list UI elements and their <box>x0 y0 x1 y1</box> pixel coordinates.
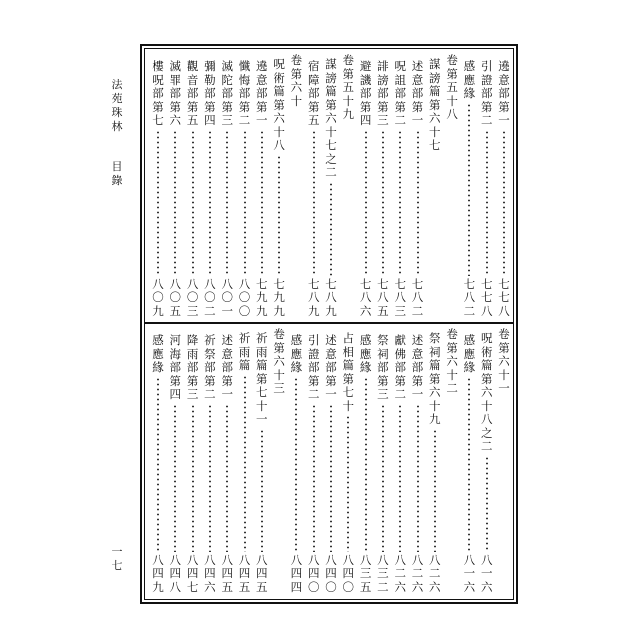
toc-entry <box>203 60 217 318</box>
toc-entry-page: 七 八 六 <box>359 276 372 318</box>
leader-dots <box>313 130 315 276</box>
toc-entry-title: 感 應 緣 <box>359 333 372 374</box>
toc-entry-title: 引 證 部 第 二 <box>307 333 320 401</box>
toc-volume-heading <box>445 328 459 594</box>
leader-dots <box>468 377 470 552</box>
toc-entry <box>255 332 269 594</box>
toc-entry-page: 八 四 四 <box>290 552 303 594</box>
toc-entry-title: 卷 第 六 十 <box>290 53 303 108</box>
toc-entry <box>428 58 442 318</box>
toc-entry <box>428 332 442 594</box>
toc-volume-heading <box>289 54 303 318</box>
leader-dots <box>157 130 159 276</box>
toc-entry-title: 卷 第 六 十 二 <box>446 327 458 395</box>
toc-entry-page: 七 九 九 <box>273 276 285 318</box>
leader-dots <box>244 130 246 276</box>
toc-entry <box>255 60 269 318</box>
toc-entry <box>307 60 321 318</box>
toc-entry-title: 呪 術 篇 第 六 十 八 <box>273 57 285 152</box>
toc-entry <box>307 334 321 594</box>
leader-dots <box>365 377 367 552</box>
toc-entry <box>168 60 182 318</box>
toc-entry-page: 七 八 三 <box>394 276 406 318</box>
leader-dots <box>382 130 384 276</box>
toc-entry-title: 觀 音 部 第 五 <box>186 59 199 127</box>
leader-dots <box>313 404 315 552</box>
toc-entry-page: 八 四 九 <box>152 552 164 594</box>
toc-entry-title: 懺 悔 部 第 二 <box>238 59 251 127</box>
toc-entry-title: 述 意 部 第 一 <box>411 59 424 127</box>
toc-entry-page: 八 三 五 <box>359 552 372 594</box>
toc-entry-title: 卷 第 六 十 三 <box>273 327 285 395</box>
toc-entry-title: 述 意 部 第 一 <box>411 333 424 401</box>
toc-entry-page: 八 四 五 <box>221 552 233 594</box>
toc-entry-page: 七 八 九 <box>307 276 320 318</box>
leader-dots <box>503 130 505 276</box>
toc-entry <box>462 334 476 594</box>
leader-dots <box>434 429 436 552</box>
toc-entry-page: 八 一 六 <box>480 552 493 594</box>
leader-dots <box>417 130 419 276</box>
toc-entry-title: 避 譏 部 第 四 <box>359 59 372 127</box>
toc-entry-title: 祈 雨 篇 第 七 十 一 <box>256 331 268 426</box>
leader-dots <box>486 130 488 276</box>
toc-entry <box>203 334 217 594</box>
toc-entry-title: 述 意 部 第 一 <box>325 333 337 401</box>
toc-entry-title: 祭 祠 篇 第 六 十 九 <box>429 331 441 426</box>
leader-dots <box>192 404 194 552</box>
leader-dots <box>209 130 211 276</box>
toc-entry-title: 呪 詛 部 第 二 <box>394 59 406 127</box>
toc-volume-heading <box>445 54 459 318</box>
toc-entry-title: 卷 第 六 十 一 <box>498 327 510 395</box>
toc-entry <box>462 60 476 318</box>
leader-dots <box>365 130 367 276</box>
toc-entry-page: 七 八 九 <box>325 276 337 318</box>
toc-entry-title: 謀 謗 篇 第 六 十 七 之 二 <box>325 57 337 179</box>
toc-entry-title: 感 應 緣 <box>463 59 476 100</box>
leader-dots <box>244 375 246 552</box>
toc-entry-page: 八 四 五 <box>238 552 251 594</box>
toc-entry <box>497 60 511 318</box>
leader-dots <box>226 130 228 276</box>
leader-dots <box>278 155 280 276</box>
toc-entry-page: 八 二 六 <box>394 552 406 594</box>
leader-dots <box>174 404 176 552</box>
toc-entry <box>324 58 338 318</box>
leader-dots <box>157 377 159 552</box>
leader-dots <box>261 130 263 276</box>
toc-entry-page: 八 〇 二 <box>204 276 216 318</box>
leader-dots <box>330 404 332 552</box>
page-number: 一 七 <box>111 545 123 572</box>
toc-entry-page: 八 〇 五 <box>169 276 182 318</box>
toc-entry-title: 遶 意 部 第 一 <box>256 59 268 127</box>
toc-entry-title: 感 應 緣 <box>290 333 303 374</box>
toc-entry-page: 八 〇 一 <box>221 276 233 318</box>
toc-entry-title: 祈 雨 篇 <box>238 331 251 372</box>
toc-entry <box>480 60 494 318</box>
toc-entry <box>168 334 182 594</box>
toc-entry <box>151 60 165 318</box>
toc-entry-title: 遶 意 部 第 一 <box>498 59 510 127</box>
toc-volume-heading <box>341 54 355 318</box>
section-title: 目 錄 <box>111 160 123 187</box>
toc-entry <box>411 334 425 594</box>
toc-entry <box>393 334 407 594</box>
toc-entry <box>341 332 355 594</box>
toc-volume-heading <box>272 328 286 594</box>
toc-entry-page: 七 八 二 <box>411 276 424 318</box>
toc-entry <box>376 60 390 318</box>
toc-entry-page: 八 二 六 <box>411 552 424 594</box>
toc-entry-page: 七 七 八 <box>498 276 510 318</box>
toc-entry-page: 八 四 六 <box>204 552 216 594</box>
leader-dots <box>486 456 488 552</box>
toc-entry-title: 彌 勒 部 第 四 <box>204 59 216 127</box>
toc-entry-page: 八 三 二 <box>377 552 389 594</box>
leader-dots <box>399 404 401 552</box>
toc-entry-page: 八 一 六 <box>463 552 476 594</box>
leader-dots <box>192 130 194 276</box>
toc-entry <box>359 334 373 594</box>
toc-entry <box>151 334 165 594</box>
toc-entry <box>376 334 390 594</box>
toc-entry-page: 七 八 二 <box>463 276 476 318</box>
book-title: 法 苑 珠 林 <box>111 78 123 133</box>
toc-entry-page: 八 〇 〇 <box>238 276 251 318</box>
toc-entry-page: 七 九 九 <box>256 276 268 318</box>
running-head <box>109 78 125 188</box>
toc-entry <box>272 58 286 318</box>
toc-entry-page: 八 〇 九 <box>152 276 164 318</box>
toc-entry-page: 八 四 〇 <box>325 552 337 594</box>
toc-entry-title: 樓 呪 部 第 七 <box>152 59 164 127</box>
leader-dots <box>174 130 176 276</box>
panel-divider <box>144 322 514 324</box>
toc-entry-page: 八 四 〇 <box>342 552 355 594</box>
toc-entry-title: 卷 第 五 十 九 <box>342 53 355 121</box>
toc-entry-title: 占 相 篇 第 七 十 <box>342 331 355 413</box>
toc-entry-title: 降 雨 部 第 三 <box>186 333 199 401</box>
toc-entry-page: 八 四 七 <box>186 552 199 594</box>
toc-entry <box>186 334 200 594</box>
toc-entry-title: 呪 術 篇 第 六 十 八 之 二 <box>480 331 493 453</box>
toc-entry-title: 祈 祭 部 第 二 <box>204 333 216 401</box>
toc-entry-title: 感 應 緣 <box>152 333 164 374</box>
toc-entry <box>238 60 252 318</box>
toc-entry-title: 宿 障 部 第 五 <box>307 59 320 127</box>
toc-entry-title: 滅 罪 部 第 六 <box>169 59 182 127</box>
leader-dots <box>295 377 297 552</box>
toc-entry-title: 獻 佛 部 第 二 <box>394 333 406 401</box>
toc-entry-title: 河 海 部 第 四 <box>169 333 182 401</box>
leader-dots <box>347 415 349 552</box>
toc-entry <box>411 60 425 318</box>
toc-entry-title: 誹 謗 部 第 三 <box>377 59 389 127</box>
toc-entry <box>393 60 407 318</box>
toc-entry-title: 卷 第 五 十 八 <box>446 53 458 121</box>
toc-entry <box>480 332 494 594</box>
leader-dots <box>382 404 384 552</box>
toc-entry <box>324 334 338 594</box>
toc-entry-page: 八 〇 三 <box>186 276 199 318</box>
leader-dots <box>417 404 419 552</box>
toc-entry-page: 八 四 八 <box>169 552 182 594</box>
toc-entry-page: 八 四 〇 <box>307 552 320 594</box>
toc-entry-title: 謀 謗 篇 第 六 十 七 <box>429 57 441 152</box>
toc-entry <box>289 334 303 594</box>
leader-dots <box>468 103 470 276</box>
leader-dots <box>209 404 211 552</box>
toc-entry-title: 引 證 部 第 二 <box>480 59 493 127</box>
toc-entry-title: 滅 陀 部 第 三 <box>221 59 233 127</box>
toc-entry-page: 八 二 六 <box>429 552 441 594</box>
toc-entry-title: 述 意 部 第 一 <box>221 333 233 401</box>
leader-dots <box>330 182 332 276</box>
toc-entry <box>220 334 234 594</box>
toc-volume-heading <box>497 328 511 594</box>
leader-dots <box>261 429 263 552</box>
toc-entry-page: 七 七 八 <box>480 276 493 318</box>
leader-dots <box>399 130 401 276</box>
toc-entry-title: 祭 祠 部 第 三 <box>377 333 389 401</box>
toc-entry-page: 七 八 五 <box>377 276 389 318</box>
toc-entry <box>238 332 252 594</box>
toc-entry <box>186 60 200 318</box>
toc-entry <box>220 60 234 318</box>
leader-dots <box>226 404 228 552</box>
toc-entry-title: 感 應 緣 <box>463 333 476 374</box>
toc-entry-page: 八 四 五 <box>256 552 268 594</box>
toc-entry <box>359 60 373 318</box>
